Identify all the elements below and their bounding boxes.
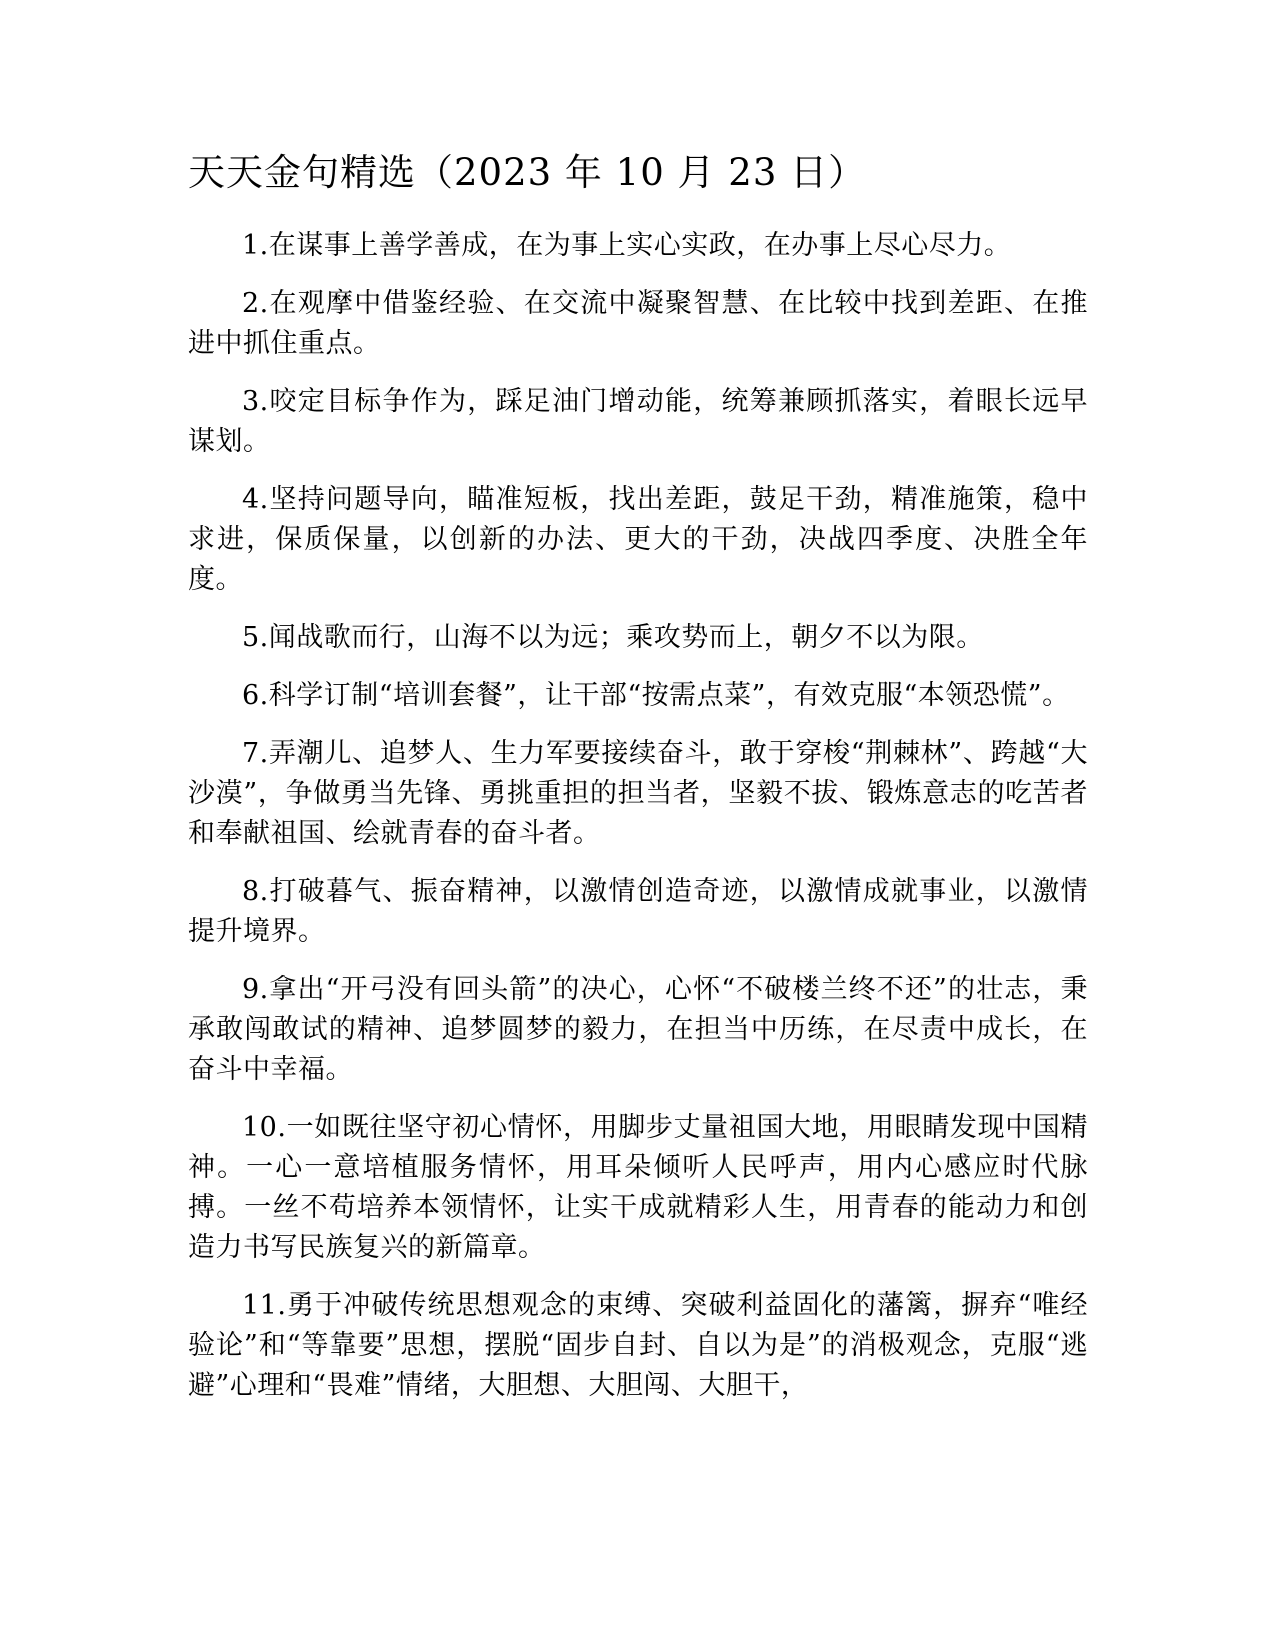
quote-paragraph-9: 9.拿出“开弓没有回头箭”的决心，心怀“不破楼兰终不还”的壮志，秉承敢闯敢试的精神、追梦圆梦的毅力，在担当中历练，在尽责中成长，在奋斗中幸福。 xyxy=(188,974,1088,1085)
quote-paragraph-1: 1.在谋事上善学善成，在为事上实心实政，在办事上尽心尽力。 xyxy=(242,230,1012,261)
quote-paragraph-8: 8.打破暮气、振奋精神，以激情创造奇迹，以激情成就事业，以激情提升境界。 xyxy=(188,876,1088,947)
quote-paragraph-4: 4.坚持问题导向，瞄准短板，找出差距，鼓足干劲，精准施策，稳中求进，保质保量，以创新的办法、更大的干劲，决战四季度、决胜全年度。 xyxy=(188,484,1088,595)
quote-paragraph-3: 3.咬定目标争作为，踩足油门增动能，统筹兼顾抓落实，着眼长远早谋划。 xyxy=(188,386,1088,457)
quote-paragraph-5: 5.闻战歌而行，山海不以为远；乘攻势而上，朝夕不以为限。 xyxy=(242,622,984,653)
document-title: 天天金句精选（2023 年 10 月 23 日） xyxy=(188,151,867,194)
quote-paragraph-2: 2.在观摩中借鉴经验、在交流中凝聚智慧、在比较中找到差距、在推进中抓住重点。 xyxy=(188,288,1088,359)
quote-paragraph-11: 11.勇于冲破传统思想观念的束缚、突破利益固化的藩篱，摒弃“唯经验论”和“等靠要”思想，摆脱“固步自封、自以为是”的消极观念，克服“逃避”心理和“畏难”情绪，大胆想、大胆闯、大胆干， xyxy=(188,1290,1088,1401)
quote-paragraph-10: 10.一如既往坚守初心情怀，用脚步丈量祖国大地，用眼睛发现中国精神。一心一意培植服务情怀，用耳朵倾听人民呼声，用内心感应时代脉搏。一丝不苟培养本领情怀，让实干成就精彩人生，用青春的能动力和创造力书写民族复兴的新篇章。 xyxy=(188,1112,1088,1263)
document-body xyxy=(188,226,1088,1424)
quote-paragraph-6: 6.科学订制“培训套餐”，让干部“按需点菜”，有效克服“本领恐慌”。 xyxy=(242,680,1070,711)
quote-paragraph-7: 7.弄潮儿、追梦人、生力军要接续奋斗，敢于穿梭“荆棘林”、跨越“大沙漠”，争做勇当先锋、勇挑重担的担当者，坚毅不拔、锻炼意志的吃苦者和奉献祖国、绘就青春的奋斗者。 xyxy=(188,738,1088,849)
